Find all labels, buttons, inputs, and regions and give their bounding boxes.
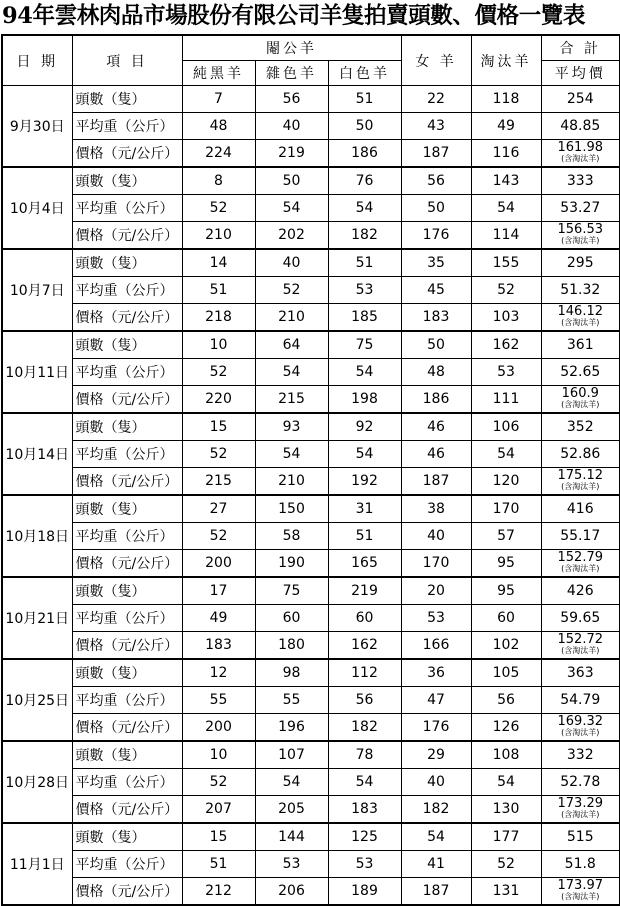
mixed-cell: 180 (255, 632, 328, 660)
cull-cell: 54 (471, 441, 541, 468)
ewe-cell: 40 (401, 769, 471, 796)
price-note: (含淘汰羊) (561, 154, 600, 163)
item-label: 頭數（隻） (72, 659, 182, 687)
item-label: 平均重（公斤） (72, 277, 182, 304)
item-label: 頭數（隻） (72, 495, 182, 523)
white-cell: 185 (328, 304, 401, 332)
date-cell: 10月4日 (2, 167, 72, 249)
total-cell (541, 468, 620, 496)
total-cell: 332 (541, 741, 620, 769)
ewe-cell: 50 (401, 331, 471, 359)
price-note: (含淘汰羊) (561, 318, 600, 327)
mixed-cell: 54 (255, 195, 328, 222)
cull-cell: 118 (471, 86, 541, 113)
item-label: 價格（元/公斤） (72, 304, 182, 332)
item-label: 頭數（隻） (72, 331, 182, 359)
table-row (2, 659, 620, 687)
black-cell: 200 (182, 550, 255, 578)
table-row (2, 577, 620, 605)
black-cell: 218 (182, 304, 255, 332)
item-label: 頭數（隻） (72, 86, 182, 113)
ewe-cell: 46 (401, 413, 471, 441)
white-cell: 53 (328, 277, 401, 304)
ewe-cell: 170 (401, 550, 471, 578)
price-note: (含淘汰羊) (561, 236, 600, 245)
date-cell: 10月21日 (2, 577, 72, 659)
total-cell: 361 (541, 331, 620, 359)
item-label: 頭數（隻） (72, 413, 182, 441)
black-cell: 207 (182, 796, 255, 824)
price-note: (含淘汰羊) (561, 564, 600, 573)
mixed-cell: 107 (255, 741, 328, 769)
item-label: 平均重（公斤） (72, 441, 182, 468)
white-cell: 189 (328, 878, 401, 906)
item-label: 價格（元/公斤） (72, 140, 182, 168)
black-cell: 51 (182, 851, 255, 878)
ewe-cell: 50 (401, 195, 471, 222)
avg-price-value: 156.53 (557, 222, 604, 237)
mixed-cell: 60 (255, 605, 328, 632)
white-cell: 51 (328, 249, 401, 277)
table-row (2, 605, 620, 632)
table-row (2, 359, 620, 386)
item-label: 價格（元/公斤） (72, 386, 182, 414)
white-cell: 60 (328, 605, 401, 632)
white-cell: 219 (328, 577, 401, 605)
item-label: 頭數（隻） (72, 577, 182, 605)
header-date: 日 期 (2, 35, 72, 86)
ewe-cell: 46 (401, 441, 471, 468)
table-row (2, 413, 620, 441)
item-label: 平均重（公斤） (72, 769, 182, 796)
cull-cell: 162 (471, 331, 541, 359)
mixed-cell: 150 (255, 495, 328, 523)
item-label: 價格（元/公斤） (72, 632, 182, 660)
ewe-cell: 187 (401, 878, 471, 906)
ewe-cell: 54 (401, 823, 471, 851)
table-row (2, 769, 620, 796)
white-cell: 183 (328, 796, 401, 824)
table-row (2, 441, 620, 468)
mixed-cell: 55 (255, 687, 328, 714)
mixed-cell: 215 (255, 386, 328, 414)
table-row (2, 386, 620, 414)
cull-cell: 111 (471, 386, 541, 414)
item-label: 頭數（隻） (72, 823, 182, 851)
black-cell: 15 (182, 413, 255, 441)
table-row (2, 113, 620, 140)
white-cell: 165 (328, 550, 401, 578)
auction-table (1, 34, 620, 906)
cull-cell: 57 (471, 523, 541, 550)
total-cell (541, 632, 620, 660)
white-cell: 182 (328, 222, 401, 250)
mixed-cell: 205 (255, 796, 328, 824)
date-cell: 10月14日 (2, 413, 72, 495)
total-cell (541, 222, 620, 250)
ewe-cell: 182 (401, 796, 471, 824)
ewe-cell: 48 (401, 359, 471, 386)
mixed-cell: 210 (255, 468, 328, 496)
table-row (2, 851, 620, 878)
mixed-cell: 190 (255, 550, 328, 578)
white-cell: 56 (328, 687, 401, 714)
table-row (2, 823, 620, 851)
page-title: 94年雲林肉品市場股份有限公司羊隻拍賣頭數、價格一覽表 (2, 3, 586, 29)
header-white: 白色羊 (328, 61, 401, 86)
item-label: 價格（元/公斤） (72, 550, 182, 578)
cull-cell: 116 (471, 140, 541, 168)
mixed-cell: 54 (255, 769, 328, 796)
header-black: 純黑羊 (182, 61, 255, 86)
ewe-cell: 29 (401, 741, 471, 769)
table-row (2, 495, 620, 523)
total-cell: 53.27 (541, 195, 620, 222)
cull-cell: 95 (471, 577, 541, 605)
cull-cell: 177 (471, 823, 541, 851)
white-cell: 186 (328, 140, 401, 168)
table-row (2, 632, 620, 660)
item-label: 頭數（隻） (72, 249, 182, 277)
mixed-cell: 52 (255, 277, 328, 304)
black-cell: 52 (182, 523, 255, 550)
ewe-cell: 22 (401, 86, 471, 113)
mixed-cell: 53 (255, 851, 328, 878)
price-note: (含淘汰羊) (561, 482, 600, 491)
avg-price-value: 175.12 (557, 468, 604, 483)
date-cell: 10月25日 (2, 659, 72, 741)
date-cell: 10月28日 (2, 741, 72, 823)
total-cell: 254 (541, 86, 620, 113)
black-cell: 52 (182, 359, 255, 386)
mixed-cell: 56 (255, 86, 328, 113)
white-cell: 54 (328, 359, 401, 386)
price-note: (含淘汰羊) (561, 646, 600, 655)
ewe-cell: 166 (401, 632, 471, 660)
total-cell (541, 304, 620, 332)
total-cell (541, 878, 620, 906)
header-cull: 淘汰羊 (471, 35, 541, 86)
mixed-cell: 40 (255, 113, 328, 140)
total-cell (541, 386, 620, 414)
item-label: 價格（元/公斤） (72, 796, 182, 824)
total-cell (541, 714, 620, 742)
black-cell: 183 (182, 632, 255, 660)
item-label: 平均重（公斤） (72, 851, 182, 878)
white-cell: 54 (328, 769, 401, 796)
black-cell: 10 (182, 741, 255, 769)
price-note: (含淘汰羊) (561, 892, 600, 901)
table-row (2, 523, 620, 550)
white-cell: 51 (328, 523, 401, 550)
black-cell: 52 (182, 441, 255, 468)
ewe-cell: 186 (401, 386, 471, 414)
item-label: 價格（元/公斤） (72, 222, 182, 250)
total-cell: 363 (541, 659, 620, 687)
black-cell: 14 (182, 249, 255, 277)
black-cell: 210 (182, 222, 255, 250)
ewe-cell: 41 (401, 851, 471, 878)
white-cell: 182 (328, 714, 401, 742)
cull-cell: 49 (471, 113, 541, 140)
black-cell: 27 (182, 495, 255, 523)
black-cell: 12 (182, 659, 255, 687)
white-cell: 92 (328, 413, 401, 441)
table-row (2, 249, 620, 277)
header-total: 合 計 (541, 35, 620, 61)
item-label: 平均重（公斤） (72, 605, 182, 632)
total-cell: 333 (541, 167, 620, 195)
avg-price-value: 152.72 (557, 632, 604, 647)
item-label: 平均重（公斤） (72, 113, 182, 140)
table-row (2, 222, 620, 250)
ewe-cell: 176 (401, 714, 471, 742)
black-cell: 52 (182, 195, 255, 222)
mixed-cell: 40 (255, 249, 328, 277)
mixed-cell: 64 (255, 331, 328, 359)
table-row (2, 796, 620, 824)
cull-cell: 126 (471, 714, 541, 742)
table-row (2, 714, 620, 742)
white-cell: 162 (328, 632, 401, 660)
item-label: 平均重（公斤） (72, 195, 182, 222)
price-note: (含淘汰羊) (561, 728, 600, 737)
item-label: 價格（元/公斤） (72, 714, 182, 742)
cull-cell: 54 (471, 195, 541, 222)
ewe-cell: 53 (401, 605, 471, 632)
total-cell: 55.17 (541, 523, 620, 550)
cull-cell: 54 (471, 769, 541, 796)
ewe-cell: 56 (401, 167, 471, 195)
black-cell: 51 (182, 277, 255, 304)
item-label: 平均重（公斤） (72, 523, 182, 550)
cull-cell: 103 (471, 304, 541, 332)
item-label: 價格（元/公斤） (72, 878, 182, 906)
black-cell: 224 (182, 140, 255, 168)
black-cell: 48 (182, 113, 255, 140)
mixed-cell: 54 (255, 359, 328, 386)
black-cell: 52 (182, 769, 255, 796)
cull-cell: 105 (471, 659, 541, 687)
white-cell: 31 (328, 495, 401, 523)
black-cell: 55 (182, 687, 255, 714)
white-cell: 53 (328, 851, 401, 878)
black-cell: 49 (182, 605, 255, 632)
white-cell: 192 (328, 468, 401, 496)
item-label: 平均重（公斤） (72, 359, 182, 386)
header-castrated-ram: 閹公羊 (182, 35, 401, 61)
header-mixed: 雜色羊 (255, 61, 328, 86)
total-cell: 51.32 (541, 277, 620, 304)
table-row (2, 741, 620, 769)
date-cell: 10月11日 (2, 331, 72, 413)
table-row (2, 86, 620, 113)
mixed-cell: 98 (255, 659, 328, 687)
avg-price-value: 160.9 (561, 386, 599, 401)
table-row (2, 550, 620, 578)
mixed-cell: 50 (255, 167, 328, 195)
table-row (2, 167, 620, 195)
mixed-cell: 58 (255, 523, 328, 550)
ewe-cell: 38 (401, 495, 471, 523)
avg-price-value: 173.97 (557, 878, 604, 893)
avg-price-value: 146.12 (557, 304, 604, 319)
total-cell: 52.86 (541, 441, 620, 468)
ewe-cell: 176 (401, 222, 471, 250)
white-cell: 54 (328, 441, 401, 468)
ewe-cell: 35 (401, 249, 471, 277)
date-cell: 9月30日 (2, 86, 72, 168)
mixed-cell: 196 (255, 714, 328, 742)
table-row (2, 468, 620, 496)
mixed-cell: 75 (255, 577, 328, 605)
table-row (2, 878, 620, 906)
item-label: 頭數（隻） (72, 167, 182, 195)
total-cell: 48.85 (541, 113, 620, 140)
black-cell: 215 (182, 468, 255, 496)
mixed-cell: 210 (255, 304, 328, 332)
black-cell: 212 (182, 878, 255, 906)
ewe-cell: 45 (401, 277, 471, 304)
white-cell: 75 (328, 331, 401, 359)
ewe-cell: 187 (401, 468, 471, 496)
mixed-cell: 206 (255, 878, 328, 906)
mixed-cell: 144 (255, 823, 328, 851)
black-cell: 15 (182, 823, 255, 851)
white-cell: 112 (328, 659, 401, 687)
ewe-cell: 36 (401, 659, 471, 687)
table-row (2, 331, 620, 359)
date-cell: 10月18日 (2, 495, 72, 577)
black-cell: 17 (182, 577, 255, 605)
table-row (2, 277, 620, 304)
total-cell: 52.65 (541, 359, 620, 386)
cull-cell: 131 (471, 878, 541, 906)
price-note: (含淘汰羊) (561, 400, 600, 409)
black-cell: 8 (182, 167, 255, 195)
total-cell (541, 140, 620, 168)
cull-cell: 106 (471, 413, 541, 441)
white-cell: 76 (328, 167, 401, 195)
white-cell: 50 (328, 113, 401, 140)
table-row (2, 140, 620, 168)
total-cell: 295 (541, 249, 620, 277)
white-cell: 51 (328, 86, 401, 113)
cull-cell: 130 (471, 796, 541, 824)
total-cell: 54.79 (541, 687, 620, 714)
cull-cell: 52 (471, 851, 541, 878)
avg-price-value: 169.32 (557, 714, 604, 729)
avg-price-value: 161.98 (557, 140, 604, 155)
white-cell: 198 (328, 386, 401, 414)
mixed-cell: 202 (255, 222, 328, 250)
total-cell: 59.65 (541, 605, 620, 632)
cull-cell: 60 (471, 605, 541, 632)
total-cell: 426 (541, 577, 620, 605)
item-label: 平均重（公斤） (72, 687, 182, 714)
table-row (2, 687, 620, 714)
total-cell: 51.8 (541, 851, 620, 878)
header-item: 項 目 (72, 35, 182, 86)
date-cell: 11月1日 (2, 823, 72, 905)
cull-cell: 95 (471, 550, 541, 578)
mixed-cell: 93 (255, 413, 328, 441)
table-row (2, 304, 620, 332)
cull-cell: 114 (471, 222, 541, 250)
item-label: 頭數（隻） (72, 741, 182, 769)
cull-cell: 102 (471, 632, 541, 660)
table-row (2, 195, 620, 222)
item-label: 價格（元/公斤） (72, 468, 182, 496)
cull-cell: 143 (471, 167, 541, 195)
table-body (2, 86, 620, 906)
avg-price-value: 173.29 (557, 796, 604, 811)
black-cell: 200 (182, 714, 255, 742)
ewe-cell: 47 (401, 687, 471, 714)
ewe-cell: 43 (401, 113, 471, 140)
total-cell (541, 796, 620, 824)
black-cell: 220 (182, 386, 255, 414)
avg-price-value: 152.79 (557, 550, 604, 565)
total-cell (541, 550, 620, 578)
ewe-cell: 183 (401, 304, 471, 332)
black-cell: 7 (182, 86, 255, 113)
cull-cell: 52 (471, 277, 541, 304)
date-cell: 10月7日 (2, 249, 72, 331)
cull-cell: 53 (471, 359, 541, 386)
ewe-cell: 20 (401, 577, 471, 605)
cull-cell: 108 (471, 741, 541, 769)
cull-cell: 120 (471, 468, 541, 496)
black-cell: 10 (182, 331, 255, 359)
total-cell: 416 (541, 495, 620, 523)
cull-cell: 170 (471, 495, 541, 523)
cull-cell: 56 (471, 687, 541, 714)
mixed-cell: 219 (255, 140, 328, 168)
header-avg-price: 平均價 (541, 61, 620, 86)
total-cell: 515 (541, 823, 620, 851)
ewe-cell: 40 (401, 523, 471, 550)
white-cell: 125 (328, 823, 401, 851)
cull-cell: 155 (471, 249, 541, 277)
white-cell: 54 (328, 195, 401, 222)
white-cell: 78 (328, 741, 401, 769)
ewe-cell: 187 (401, 140, 471, 168)
total-cell: 52.78 (541, 769, 620, 796)
header-ewe: 女 羊 (401, 35, 471, 86)
mixed-cell: 54 (255, 441, 328, 468)
total-cell: 352 (541, 413, 620, 441)
price-note: (含淘汰羊) (561, 810, 600, 819)
